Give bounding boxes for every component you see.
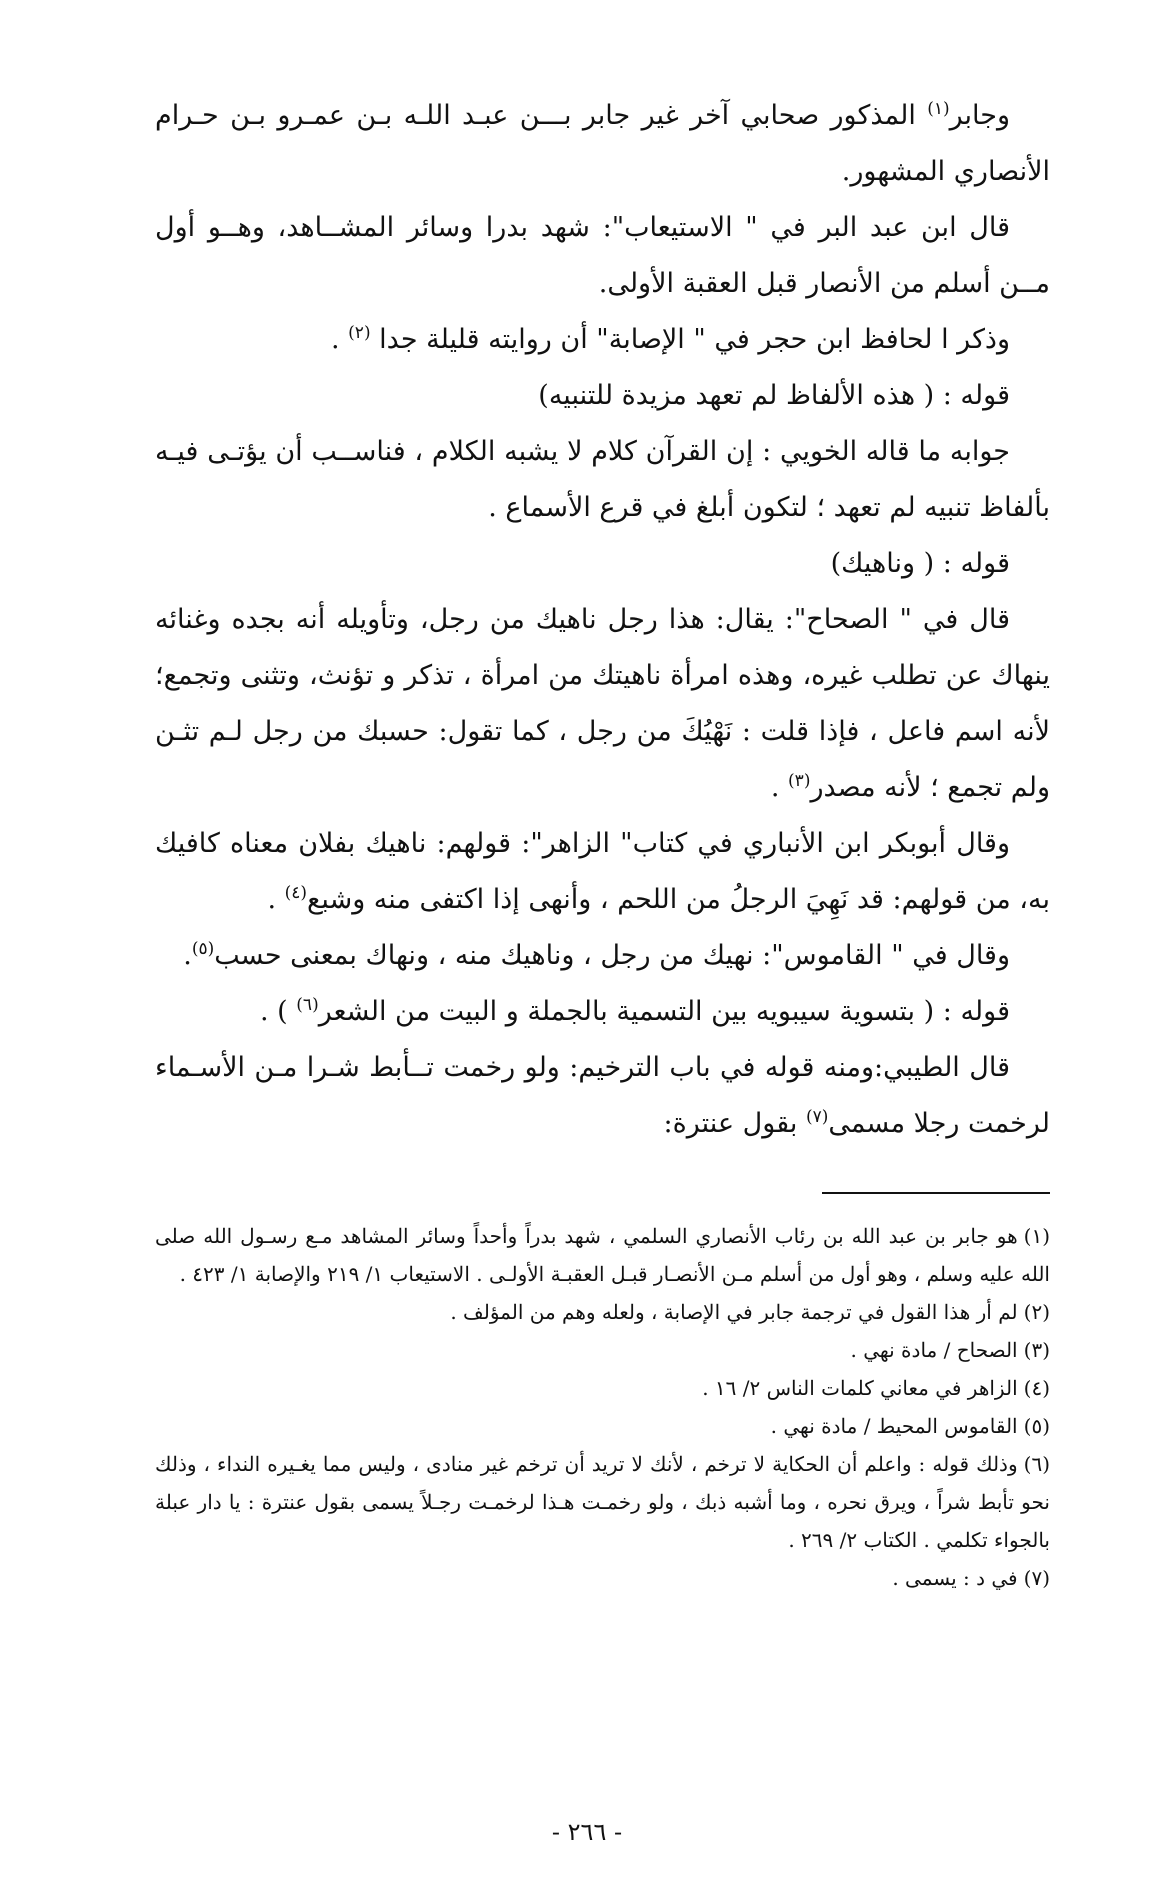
text-run: وذكر ا لحافظ ابن حجر في " الإصابة" أن روايته قليلة جدا	[370, 324, 1010, 355]
main-text	[155, 88, 1050, 1152]
footnote	[155, 1559, 1050, 1597]
footnote	[155, 1445, 1050, 1559]
footnote-text: الزاهر في معاني كلمات الناس ٢/ ١٦ .	[702, 1376, 1018, 1400]
footnote-reference[interactable]: (٧)	[805, 1107, 829, 1127]
text-run: قال الطيبي:ومنه قوله في باب الترخيم: ولو رخمت تــأبط شـرا مـن الأسـماء لرخمت رجلا مسمى	[155, 1052, 1050, 1139]
footnote-reference[interactable]: (٦)	[296, 995, 319, 1015]
paragraph	[155, 368, 1050, 424]
text-run: .	[183, 940, 192, 971]
footnote-reference[interactable]: (٣)	[788, 771, 811, 791]
text-run: .	[770, 772, 789, 803]
paragraph	[155, 1040, 1050, 1152]
text-run: قال في " الصحاح": يقال: هذا رجل ناهيك من رجل، وتأويله أنه بجده وغنائه ينهاك عن تطلب غيره، وهذه امرأة ناهيتك من امرأة ، تذكر و تؤنث، وتثنى وتجمع؛ لأنه اسم فاعل ، فإذا قلت : نَهْيُكَ من رجل ، كما تقول: حسبك من رجل لـم تثـن ولم تجمع ؛ لأنه مصدر	[155, 604, 1050, 803]
footnote	[155, 1331, 1050, 1369]
paragraph	[155, 984, 1050, 1040]
text-run: قوله : ( هذه الألفاظ لم تعهد مزيدة للتنبيه)	[538, 380, 1010, 411]
footnote-text: لم أر هذا القول في ترجمة جابر في الإصابة ، ولعله وهم من المؤلف .	[450, 1300, 1018, 1324]
footnote-number: (٣)	[1023, 1338, 1050, 1362]
text-run: .	[267, 884, 285, 915]
paragraph	[155, 312, 1050, 368]
footnote-text: في د : يسمى .	[892, 1566, 1018, 1590]
text-run: قال ابن عبد البر في " الاستيعاب": شهد بدرا وسائر المشــاهد، وهــو أول مــن أسلم من الأنصار قبل العقبة الأولى.	[155, 212, 1050, 299]
text-run: وقال أبوبكر ابن الأنباري في كتاب" الزاهر": قولهم: ناهيك بفلان معناه كافيك به، من قولهم: قد نَهِيَ الرجلُ من اللحم ، وأنهى إذا اكتفى منه وشبع	[155, 828, 1050, 915]
text-run: قوله : ( بتسوية سيبويه بين التسمية بالجملة و البيت من الشعر	[318, 996, 1010, 1027]
footnote	[155, 1407, 1050, 1445]
footnote-reference[interactable]: (٤)	[284, 883, 308, 903]
footnotes	[155, 1217, 1050, 1597]
paragraph	[155, 928, 1050, 984]
text-run: المذكور صحابي آخر غير جابر بـــن عبـد اللـه بـن عمـرو بـن حـرام الأنصاري المشهور.	[155, 100, 1050, 187]
text-run: .	[330, 324, 349, 355]
footnote-number: (٧)	[1023, 1566, 1050, 1590]
footnote-text: الصحاح / مادة نهي .	[850, 1338, 1018, 1362]
footnote-number: (٢)	[1023, 1300, 1050, 1324]
footnote-reference[interactable]: (٢)	[348, 323, 371, 343]
paragraph	[155, 88, 1050, 200]
footnote-text: وذلك قوله : واعلم أن الحكاية لا ترخم ، لأنك لا تريد أن ترخم غير منادى ، وليس مما يغـيره النداء ، وذلك نحو تأبط شراً ، ويرق نحره ، وما أشبه ذبك ، ولو رخمـت هـذا لرخمـت رجـلاً يسمى بقول عنترة : يا دار عبلة بالجواء تكلمي . الكتاب ٢/ ٢٦٩ .	[155, 1452, 1050, 1552]
footnote-number: (١)	[1023, 1224, 1050, 1248]
paragraph	[155, 816, 1050, 928]
footnote-reference[interactable]: (١)	[927, 99, 950, 119]
text-run: جوابه ما قاله الخويي : إن القرآن كلام لا يشبه الكلام ، فناســب أن يؤتـى فيـه بألفاظ تنبيه لم تعهد ؛ لتكون أبلغ في قرع الأسماع .	[155, 436, 1050, 523]
footnote-number: (٥)	[1023, 1414, 1050, 1438]
footnote	[155, 1369, 1050, 1407]
paragraph	[155, 424, 1050, 536]
footnote-text: هو جابر بن عبد الله بن رئاب الأنصاري السلمي ، شهد بدراً وأحداً وسائر المشاهد مـع رسـول الله صلى الله عليه وسلم ، وهو أول من أسلم مـن الأنصـار قبـل العقبـة الأولـى . الاستيعاب ١/ ٢١٩ والإصابة ١/ ٤٢٣ .	[155, 1224, 1050, 1286]
text-run: بقول عنترة:	[663, 1108, 806, 1139]
footnote-number: (٤)	[1023, 1376, 1050, 1400]
footnote-text: القاموس المحيط / مادة نهي .	[770, 1414, 1018, 1438]
paragraph	[155, 536, 1050, 592]
text-run: قوله : ( وناهيك)	[830, 548, 1010, 579]
paragraph	[155, 200, 1050, 312]
footnote-number: (٦)	[1023, 1452, 1050, 1476]
page-number: - ٢٦٦ -	[551, 1818, 623, 1846]
text-run: ) .	[260, 996, 297, 1027]
text-run: وقال في " القاموس": نهيك من رجل ، وناهيك منه ، ونهاك بمعنى حسب	[214, 940, 1010, 971]
footnote	[155, 1293, 1050, 1331]
footnote-reference[interactable]: (٥)	[191, 939, 215, 959]
text-run: وجابر	[949, 100, 1010, 131]
paragraph	[155, 592, 1050, 816]
footnote	[155, 1217, 1050, 1293]
footnote-separator	[822, 1192, 1050, 1194]
